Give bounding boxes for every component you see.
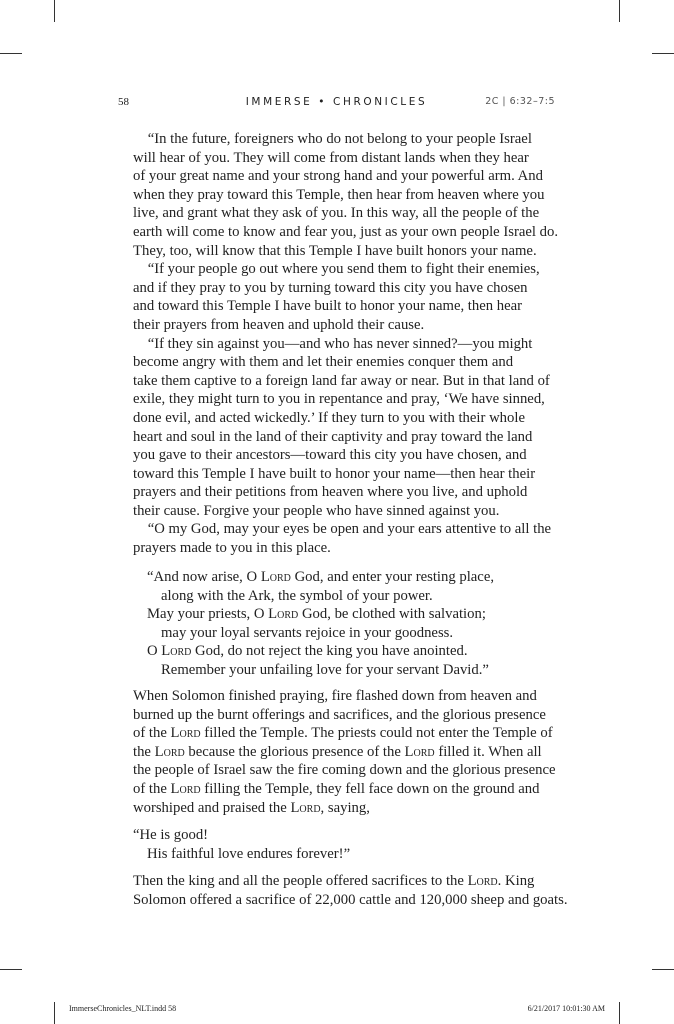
text-line (133, 891, 568, 910)
text-segment: Solomon offered a sacrifice of 22,000 cattle and 120,000 sheep and goats. (133, 891, 568, 908)
running-header (118, 96, 555, 112)
crop-mark (619, 0, 620, 22)
text-line: and toward this Temple I have built to honor your name, then hear (133, 298, 523, 315)
text-line: become angry with them and let their enemies conquer them and (133, 354, 514, 371)
divine-name: Lord (260, 569, 291, 585)
text-line: their prayers from heaven and uphold their cause. (133, 316, 425, 333)
poem-text: Remember your unfailing love for your servant David.” (161, 661, 489, 678)
text-line: take them captive to a foreign land far away or near. But in that land of (133, 372, 550, 389)
text-segment: because the glorious presence of the (184, 743, 405, 760)
text-line: done evil, and acted wickedly.’ If they turn to you with their whole (133, 409, 525, 426)
text-line: live, and grant what they ask of you. In this way, all the people of the (133, 205, 540, 222)
poem-text: God, do not reject the king you have anointed. (191, 643, 468, 660)
text-line (133, 724, 554, 743)
crop-mark (0, 53, 22, 54)
poem-text: may your loyal servants rejoice in your goodness. (161, 624, 454, 641)
text-segment: filled the Temple. The priests could not enter the Temple of (200, 725, 553, 742)
quotation (133, 826, 554, 863)
divine-name: Lord (154, 743, 185, 760)
quote-line: “He is good! (133, 827, 209, 843)
divine-name: Lord (170, 780, 201, 797)
text-line (133, 761, 554, 780)
poem-text: “And now arise, O (147, 569, 261, 585)
text-segment: the people of Israel saw the fire coming down and the glorious presence (133, 762, 556, 779)
text-line: when they pray toward this Temple, then hear from heaven where you (133, 186, 545, 203)
text-line: toward this Temple I have built to honor your name—then hear their (133, 465, 536, 482)
text-line: of your great name and your strong hand and your powerful arm. And (133, 168, 543, 185)
text-segment: , saying, (320, 799, 370, 816)
poem-text: God, be clothed with salvation; (298, 606, 486, 623)
text-segment: of the (133, 780, 171, 797)
text-line: prayers made to you in this place. (133, 540, 331, 557)
divine-name: Lord (161, 643, 192, 660)
text-line (133, 799, 554, 818)
footer-timestamp: 6/21/2017 10:01:30 AM (527, 1004, 605, 1013)
text-segment: Then the king and all the people offered sacrifices to the (133, 873, 468, 889)
text-line (133, 743, 554, 762)
poem-line (147, 624, 547, 643)
divine-name: Lord (268, 606, 299, 623)
closing-paragraph (133, 872, 568, 909)
poem-line (147, 568, 547, 587)
divine-name: Lord (467, 873, 498, 889)
text-segment: worshiped and praised the (133, 799, 291, 816)
text-line (133, 687, 554, 706)
text-line (133, 872, 554, 891)
text-line: “In the future, foreigners who do not belong to your people Israel (133, 131, 532, 147)
text-line: “If your people go out where you send them to fight their enemies, (133, 261, 540, 278)
text-segment: of the (133, 725, 171, 742)
text-segment: the (133, 743, 155, 760)
crop-mark (652, 969, 674, 970)
quote-line: His faithful love endures forever!” (147, 845, 351, 862)
poem-line (147, 661, 547, 680)
prayer-text (133, 130, 559, 558)
crop-mark (0, 969, 22, 970)
text-line: and if they pray to you by turning toward this city you have chosen (133, 279, 528, 296)
text-segment: . King (497, 873, 535, 889)
crop-mark (54, 0, 55, 22)
poem (147, 568, 547, 680)
divine-name: Lord (290, 799, 321, 816)
text-line: “If they sin against you—and who has never sinned?—you might (133, 335, 533, 352)
crop-mark (619, 1002, 620, 1024)
text-line: They, too, will know that this Temple I have built honors your name. (133, 242, 537, 259)
text-line (133, 780, 554, 799)
text-line: prayers and their petitions from heaven where you live, and uphold (133, 484, 528, 501)
text-line: you gave to their ancestors—toward this city you have chosen, and (133, 447, 527, 464)
poem-text: God, and enter your resting place, (290, 569, 495, 585)
text-line: heart and soul in the land of their captivity and pray toward the land (133, 428, 533, 445)
footer-filename: ImmerseChronicles_NLT.indd 58 (69, 1004, 177, 1013)
poem-line (147, 587, 547, 606)
chapter-reference: 2C | 6:32–7:5 (485, 96, 555, 107)
text-line: “O my God, may your eyes be open and your ears attentive to all the (133, 521, 552, 538)
text-line: earth will come to know and fear you, just as your own people Israel do. (133, 223, 559, 240)
poem-text: O (147, 643, 162, 660)
narrative-paragraph (133, 687, 554, 817)
divine-name: Lord (404, 743, 435, 760)
divine-name: Lord (170, 725, 201, 742)
text-line: will hear of you. They will come from distant lands when they hear (133, 149, 529, 166)
crop-mark (652, 53, 674, 54)
poem-line (147, 642, 547, 661)
running-head: IMMERSE • CHRONICLES (245, 96, 428, 108)
text-segment: filling the Temple, they fell face down on the ground and (200, 780, 540, 797)
poem-text: along with the Ark, the symbol of your power. (161, 587, 433, 604)
poem-line (147, 605, 547, 624)
page-number: 58 (118, 96, 129, 108)
text-line: their cause. Forgive your people who have sinned against you. (133, 502, 500, 519)
text-line (133, 706, 554, 725)
text-segment: burned up the burnt offerings and sacrifices, and the glorious presence (133, 706, 546, 723)
text-segment: When Solomon finished praying, fire flashed down from heaven and (133, 688, 537, 704)
text-line: exile, they might turn to you in repentance and pray, ‘We have sinned, (133, 391, 545, 408)
poem-text: May your priests, O (147, 606, 269, 623)
text-segment: filled it. When all (434, 743, 542, 760)
crop-mark (54, 1002, 55, 1024)
